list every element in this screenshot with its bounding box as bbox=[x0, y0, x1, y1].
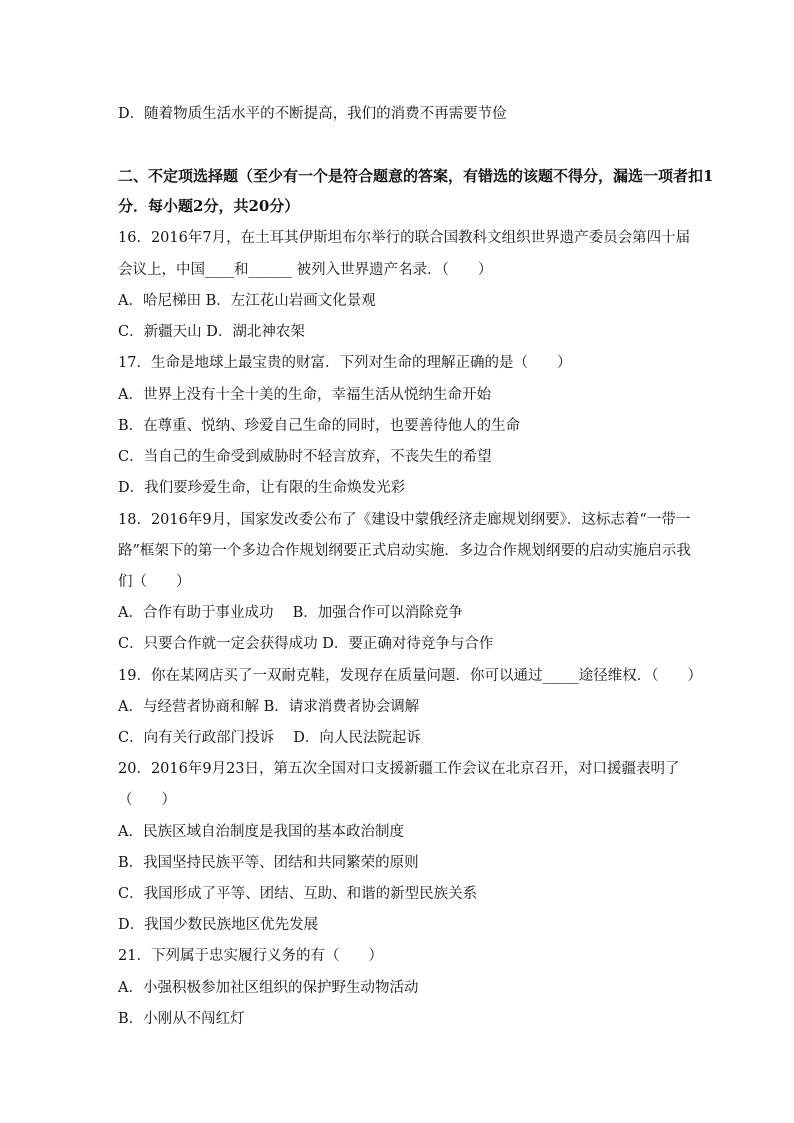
q20-option-c: C．我国形成了平等、团结、互助、和谐的新型民族关系 bbox=[118, 886, 478, 902]
q16-options-ab: A．哈尼梯田 B．左江花山岩画文化景观 bbox=[118, 293, 376, 309]
q16-stem: 16．2016年7月，在土耳其伊斯坦布尔举行的联合国教科文组织世界遗产委员会第四十届 bbox=[118, 230, 691, 246]
q16-stem-cont: 会议上，中国____和______ 被列入世界遗产名录．（ ） bbox=[118, 262, 493, 278]
q17-option-c: C．当自己的生命受到威胁时不轻言放弃，不丧失生的希望 bbox=[118, 449, 492, 465]
section-heading: 二、不定项选择题（至少有一个是符合题意的答案，有错选的该题不得分，漏选一项者扣1 bbox=[118, 167, 714, 185]
q21-stem: 21．下列属于忠实履行义务的有（ ） bbox=[118, 948, 383, 964]
q19-options-cd: C．向有关行政部门投诉 D．向人民法院起诉 bbox=[118, 730, 421, 746]
q17-option-a: A．世界上没有十全十美的生命，幸福生活从悦纳生命开始 bbox=[118, 387, 491, 403]
q20-option-b: B．我国坚持民族平等、团结和共同繁荣的原则 bbox=[118, 855, 419, 871]
q21-option-a: A．小强积极参加社区组织的保护野生动物活动 bbox=[118, 980, 419, 996]
q18-stem-end: 们（ ） bbox=[118, 574, 191, 590]
q18-options-cd: C．只要合作就一定会获得成功 D．要正确对待竞争与合作 bbox=[118, 636, 494, 652]
q17-option-d: D．我们要珍爱生命，让有限的生命焕发光彩 bbox=[118, 480, 406, 496]
q18-options-ab: A．合作有助于事业成功 B．加强合作可以消除竞争 bbox=[118, 605, 463, 621]
q20-stem: 20．2016年9月23日，第五次全国对口支援新疆工作会议在北京召开，对口援疆表明了 bbox=[118, 761, 680, 777]
section-heading-cont: 分．每小题2分，共20分） bbox=[118, 197, 300, 215]
q20-option-d: D．我国少数民族地区优先发展 bbox=[118, 917, 319, 933]
q20-stem-cont: （ ） bbox=[118, 792, 176, 808]
q19-stem: 19．你在某网店买了一双耐克鞋，发现存在质量问题．你可以通过_____途径维权．（ ） bbox=[118, 668, 702, 684]
q16-options-cd: C．新疆天山 D．湖北神农架 bbox=[118, 324, 305, 340]
q17-stem: 17．生命是地球上最宝贵的财富．下列对生命的理解正确的是（ ） bbox=[118, 355, 572, 371]
option-d-frugality: D．随着物质生活水平的不断提高，我们的消费不再需要节俭 bbox=[118, 106, 507, 122]
q20-option-a: A．民族区域自治制度是我国的基本政治制度 bbox=[118, 824, 404, 840]
q19-options-ab: A．与经营者协商和解 B．请求消费者协会调解 bbox=[118, 699, 420, 715]
q18-stem: 18．2016年9月，国家发改委公布了《建设中蒙俄经济走廊规划纲要》．这标志着“一带一 bbox=[118, 512, 691, 528]
q21-option-b: B．小刚从不闯红灯 bbox=[118, 1011, 245, 1027]
q18-stem-cont: 路”框架下的第一个多边合作规划纲要正式启动实施．多边合作规划纲要的启动实施启示我 bbox=[118, 543, 691, 559]
q17-option-b: B．在尊重、悦纳、珍爱自己生命的同时，也要善待他人的生命 bbox=[118, 418, 521, 434]
